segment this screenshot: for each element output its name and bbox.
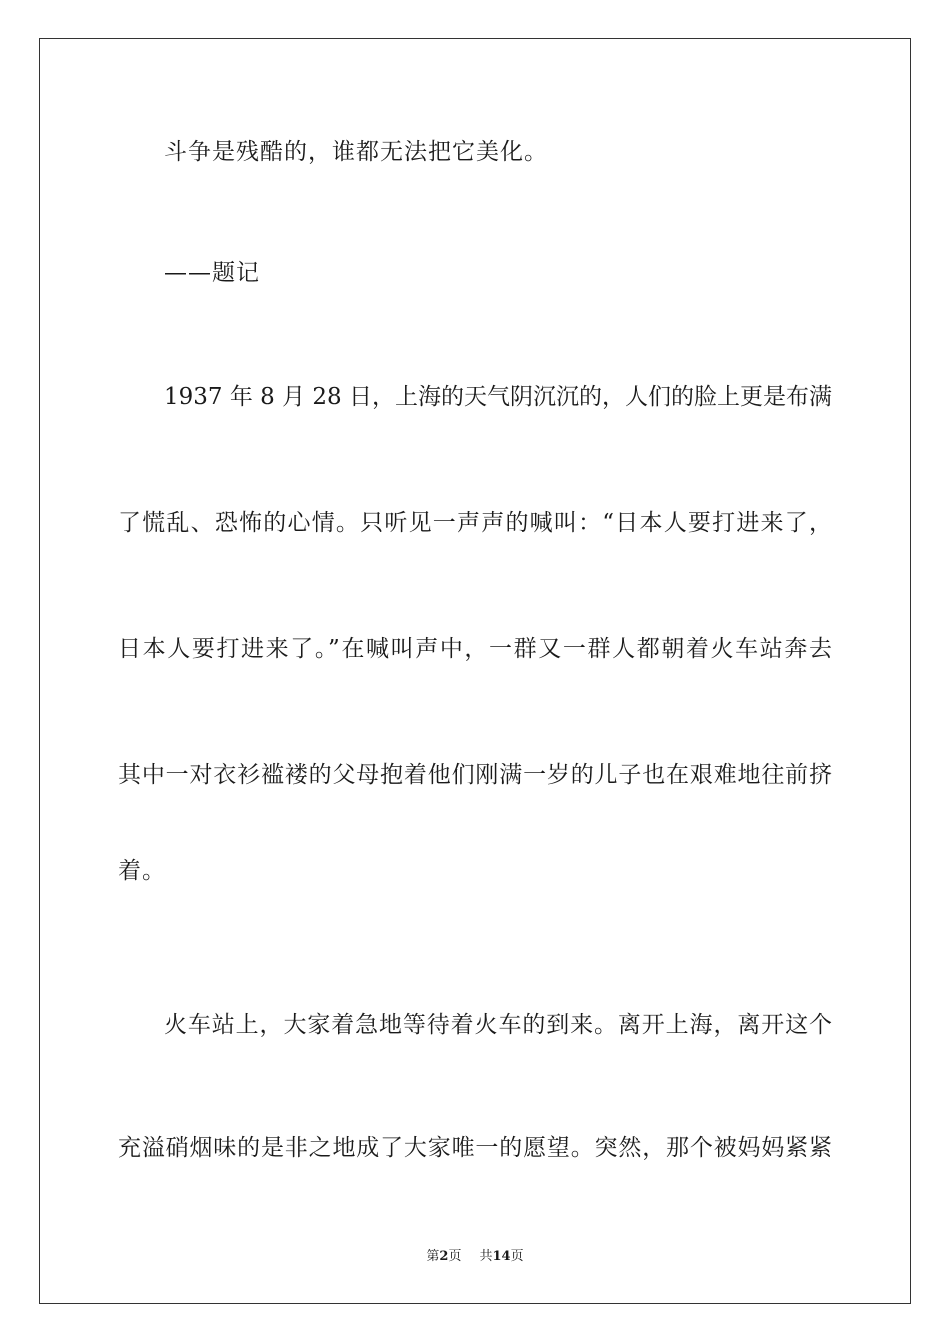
footer-total-pages: 14 <box>492 1249 511 1264</box>
page-footer <box>0 1248 950 1266</box>
paragraph-1-line-4: 其中一对衣衫褴褛的父母抱着他们刚满一岁的儿子也在艰难地往前挤 <box>118 762 832 788</box>
footer-total-prefix: 共 <box>479 1249 493 1264</box>
footer-page-suffix: 页 <box>448 1249 462 1264</box>
epigraph-line: 斗争是残酷的，谁都无法把它美化。 <box>164 139 548 165</box>
footer-page-prefix: 第 <box>426 1249 440 1264</box>
paragraph-2-line-2: 充溢硝烟味的是非之地成了大家唯一的愿望。突然，那个被妈妈紧紧 <box>118 1135 832 1161</box>
page-border <box>39 38 911 1304</box>
paragraph-1-line-3: 日本人要打进来了。”在喊叫声中，一群又一群人都朝着火车站奔去 <box>118 636 832 662</box>
paragraph-1-line-1: 1937 年 8 月 28 日，上海的天气阴沉沉的，人们的脸上更是布满 <box>164 384 832 410</box>
paragraph-1-line-5: 着。 <box>118 858 166 884</box>
footer-total-suffix: 页 <box>510 1249 524 1264</box>
paragraph-2-line-1: 火车站上，大家着急地等待着火车的到来。离开上海，离开这个 <box>164 1012 832 1038</box>
epigraph-attribution: ——题记 <box>164 260 260 286</box>
footer-page-number: 2 <box>439 1249 449 1264</box>
paragraph-1-line-2: 了慌乱、恐怖的心情。只听见一声声的喊叫：“日本人要打进来了， <box>118 510 832 536</box>
